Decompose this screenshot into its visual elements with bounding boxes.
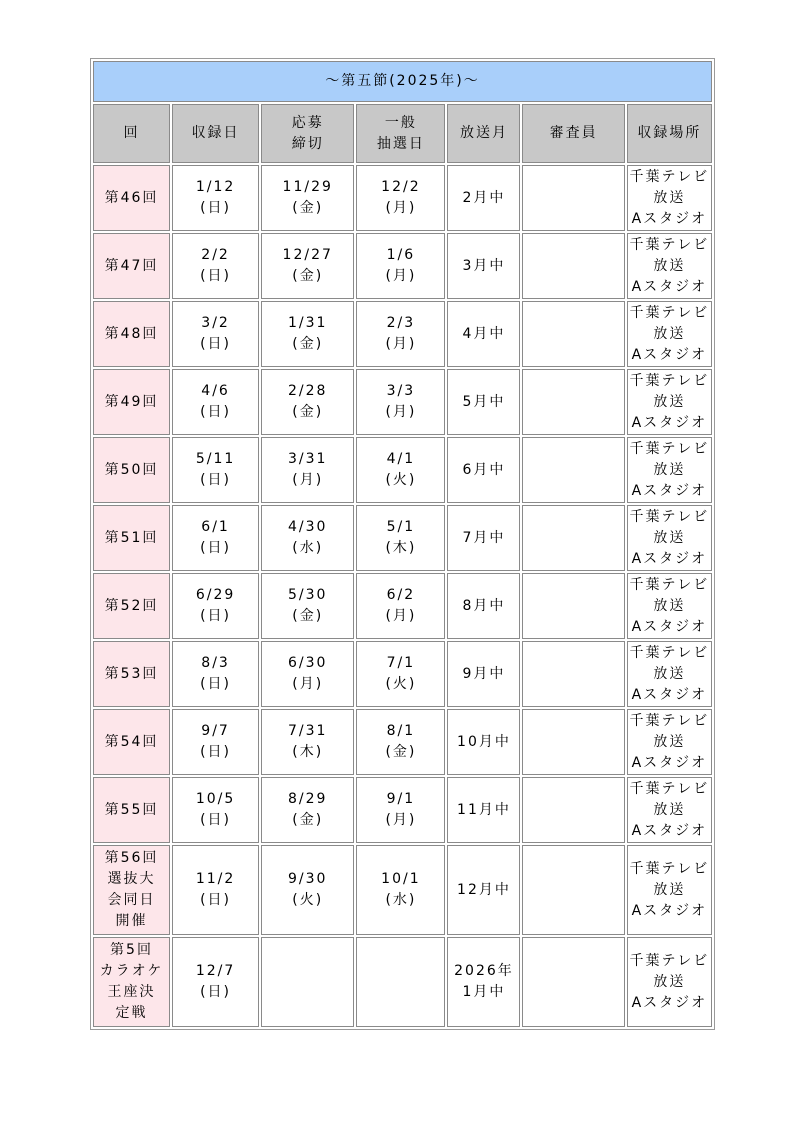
venue-cell: 千葉テレビ 放送 Aスタジオ	[627, 369, 712, 435]
header-application-deadline: 応募 締切	[261, 104, 354, 163]
table-row	[93, 641, 712, 707]
lottery-date-cell	[356, 937, 445, 1027]
broadcast-month-cell: 6月中	[447, 437, 520, 503]
venue-cell: 千葉テレビ 放送 Aスタジオ	[627, 505, 712, 571]
table-row	[93, 709, 712, 775]
recording-date-cell: 6/29 (日)	[172, 573, 259, 639]
broadcast-month-cell: 10月中	[447, 709, 520, 775]
deadline-cell	[261, 937, 354, 1027]
table-row	[93, 573, 712, 639]
schedule-body	[93, 61, 712, 1027]
judge-cell	[522, 777, 624, 843]
lottery-date-cell: 7/1 (火)	[356, 641, 445, 707]
recording-date-cell: 12/7 (日)	[172, 937, 259, 1027]
deadline-cell: 4/30 (水)	[261, 505, 354, 571]
venue-cell: 千葉テレビ 放送 Aスタジオ	[627, 573, 712, 639]
table-row	[93, 437, 712, 503]
deadline-cell: 7/31 (木)	[261, 709, 354, 775]
table-row	[93, 505, 712, 571]
table-row	[93, 233, 712, 299]
judge-cell	[522, 573, 624, 639]
venue-cell: 千葉テレビ 放送 Aスタジオ	[627, 937, 712, 1027]
deadline-cell: 11/29 (金)	[261, 165, 354, 231]
header-lottery-date: 一般 抽選日	[356, 104, 445, 163]
round-cell: 第56回 選抜大 会同日 開催	[93, 845, 170, 935]
recording-date-cell: 4/6 (日)	[172, 369, 259, 435]
venue-cell: 千葉テレビ 放送 Aスタジオ	[627, 641, 712, 707]
judge-cell	[522, 233, 624, 299]
broadcast-month-cell: 7月中	[447, 505, 520, 571]
recording-date-cell: 8/3 (日)	[172, 641, 259, 707]
judge-cell	[522, 505, 624, 571]
broadcast-month-cell: 11月中	[447, 777, 520, 843]
recording-date-cell: 3/2 (日)	[172, 301, 259, 367]
deadline-cell: 5/30 (金)	[261, 573, 354, 639]
round-cell: 第48回	[93, 301, 170, 367]
table-row	[93, 777, 712, 843]
round-cell: 第49回	[93, 369, 170, 435]
round-cell: 第55回	[93, 777, 170, 843]
venue-cell: 千葉テレビ 放送 Aスタジオ	[627, 709, 712, 775]
round-cell: 第5回 カラオケ 王座決 定戦	[93, 937, 170, 1027]
header-judges: 審査員	[522, 104, 624, 163]
broadcast-month-cell: 12月中	[447, 845, 520, 935]
deadline-cell: 6/30 (月)	[261, 641, 354, 707]
lottery-date-cell: 6/2 (月)	[356, 573, 445, 639]
lottery-date-cell: 1/6 (月)	[356, 233, 445, 299]
round-cell: 第52回	[93, 573, 170, 639]
broadcast-month-cell: 2月中	[447, 165, 520, 231]
broadcast-month-cell: 2026年 1月中	[447, 937, 520, 1027]
schedule-table	[90, 58, 715, 1030]
header-broadcast-month: 放送月	[447, 104, 520, 163]
venue-cell: 千葉テレビ 放送 Aスタジオ	[627, 233, 712, 299]
lottery-date-cell: 2/3 (月)	[356, 301, 445, 367]
table-row	[93, 845, 712, 935]
lottery-date-cell: 9/1 (月)	[356, 777, 445, 843]
venue-cell: 千葉テレビ 放送 Aスタジオ	[627, 165, 712, 231]
table-row	[93, 165, 712, 231]
lottery-date-cell: 10/1 (水)	[356, 845, 445, 935]
deadline-cell: 8/29 (金)	[261, 777, 354, 843]
recording-date-cell: 9/7 (日)	[172, 709, 259, 775]
judge-cell	[522, 369, 624, 435]
deadline-cell: 1/31 (金)	[261, 301, 354, 367]
broadcast-month-cell: 4月中	[447, 301, 520, 367]
venue-cell: 千葉テレビ 放送 Aスタジオ	[627, 845, 712, 935]
table-title: ～第五節(2025年)～	[93, 61, 712, 102]
judge-cell	[522, 437, 624, 503]
round-cell: 第46回	[93, 165, 170, 231]
header-row	[93, 104, 712, 163]
broadcast-month-cell: 8月中	[447, 573, 520, 639]
round-cell: 第53回	[93, 641, 170, 707]
lottery-date-cell: 4/1 (火)	[356, 437, 445, 503]
header-recording-date: 収録日	[172, 104, 259, 163]
recording-date-cell: 10/5 (日)	[172, 777, 259, 843]
round-cell: 第51回	[93, 505, 170, 571]
recording-date-cell: 6/1 (日)	[172, 505, 259, 571]
judge-cell	[522, 845, 624, 935]
header-venue: 収録場所	[627, 104, 712, 163]
table-row	[93, 301, 712, 367]
table-row	[93, 369, 712, 435]
recording-date-cell: 11/2 (日)	[172, 845, 259, 935]
recording-date-cell: 5/11 (日)	[172, 437, 259, 503]
recording-date-cell: 2/2 (日)	[172, 233, 259, 299]
venue-cell: 千葉テレビ 放送 Aスタジオ	[627, 301, 712, 367]
judge-cell	[522, 937, 624, 1027]
recording-date-cell: 1/12 (日)	[172, 165, 259, 231]
lottery-date-cell: 8/1 (金)	[356, 709, 445, 775]
lottery-date-cell: 3/3 (月)	[356, 369, 445, 435]
header-round: 回	[93, 104, 170, 163]
lottery-date-cell: 5/1 (木)	[356, 505, 445, 571]
deadline-cell: 2/28 (金)	[261, 369, 354, 435]
broadcast-month-cell: 3月中	[447, 233, 520, 299]
table-row	[93, 937, 712, 1027]
venue-cell: 千葉テレビ 放送 Aスタジオ	[627, 437, 712, 503]
lottery-date-cell: 12/2 (月)	[356, 165, 445, 231]
venue-cell: 千葉テレビ 放送 Aスタジオ	[627, 777, 712, 843]
judge-cell	[522, 165, 624, 231]
deadline-cell: 9/30 (火)	[261, 845, 354, 935]
deadline-cell: 3/31 (月)	[261, 437, 354, 503]
round-cell: 第54回	[93, 709, 170, 775]
broadcast-month-cell: 9月中	[447, 641, 520, 707]
broadcast-month-cell: 5月中	[447, 369, 520, 435]
judge-cell	[522, 709, 624, 775]
judge-cell	[522, 641, 624, 707]
round-cell: 第47回	[93, 233, 170, 299]
deadline-cell: 12/27 (金)	[261, 233, 354, 299]
round-cell: 第50回	[93, 437, 170, 503]
judge-cell	[522, 301, 624, 367]
